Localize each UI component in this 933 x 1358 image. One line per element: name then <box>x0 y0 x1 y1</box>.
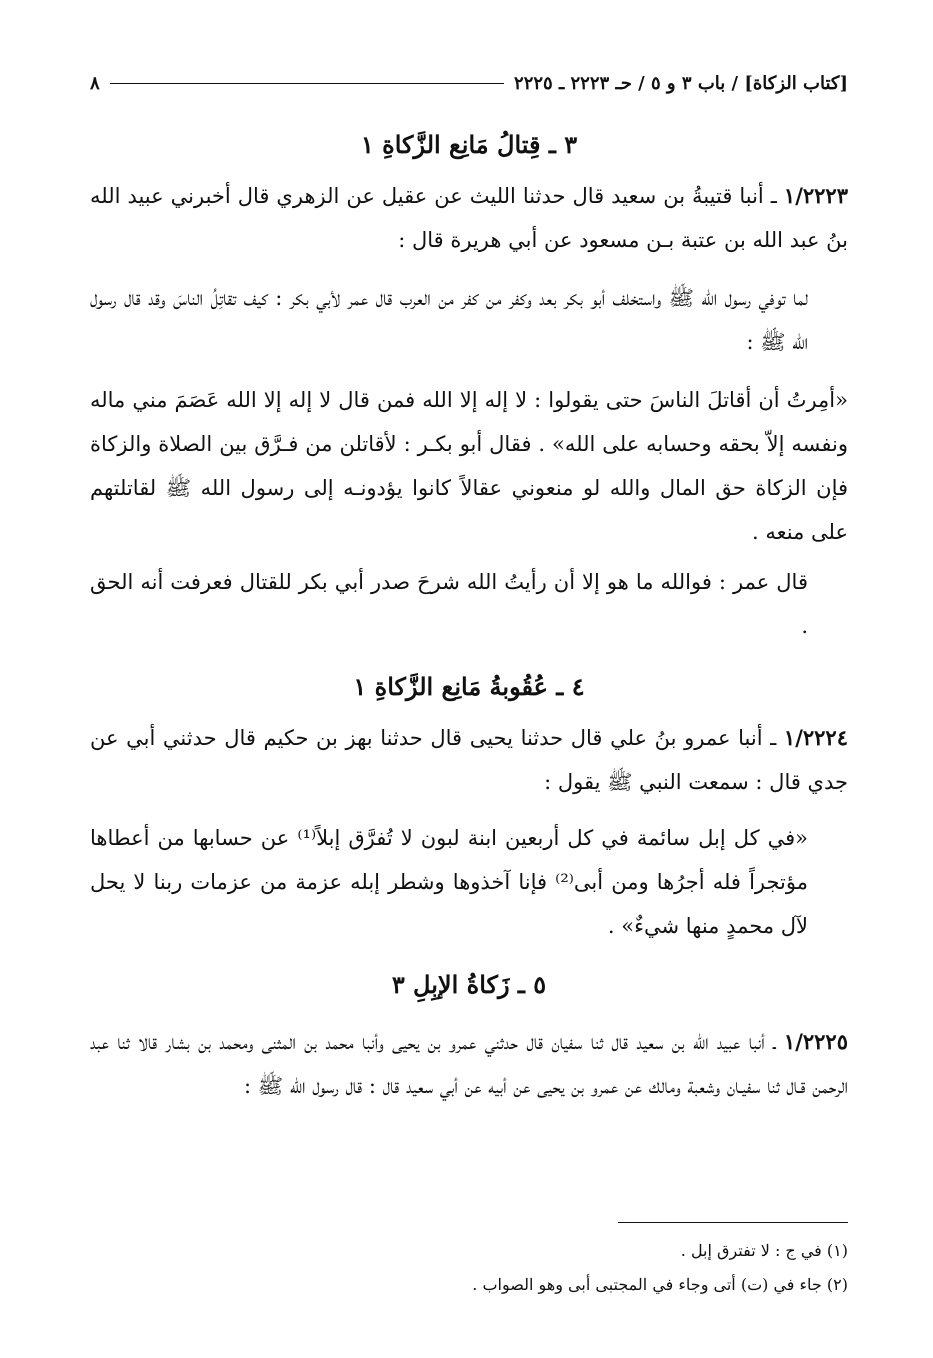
hadith-number: ١/٢٢٢٥ <box>783 1029 848 1054</box>
paragraph-text: لما توفي رسول الله ﷺ واستخلف أبو بكر بعد وكفر من كفر من العرب قال عمر لأبي بكر : كيف تقاتِلُ الناسَ وقد قال رسول الله ﷺ : <box>90 286 808 354</box>
quote-paragraph <box>90 816 848 948</box>
running-title: [كتاب الزكاة] / باب ٣ و ٥ / حـ ٢٢٢٣ ـ ٢٢٢٥ <box>514 72 848 94</box>
hadith-paragraph <box>90 716 848 804</box>
page-number: ٨ <box>90 72 100 94</box>
narrative-paragraph <box>90 560 848 648</box>
footnote-1: (١) في ج : لا تفترق إبل . <box>680 1241 848 1260</box>
quote-paragraph <box>90 378 848 554</box>
section-title-4: ٤ ـ عُقُوبةُ مَانِع الزَّكاةِ ١ <box>353 672 585 701</box>
book-page <box>90 60 848 1320</box>
hadith-isnad: ـ أنبا قتيبةُ بن سعيد قال حدثنا الليث عن عقيل عن الزهري قال أخبرني عبيد الله بنُ عبد الله بن عتبة بـن مسعود عن أبي هريرة قال : <box>90 184 848 252</box>
footnote-2: (٢) جاء في (ت) أتى وجاء في المجتبى أبى وهو الصواب . <box>472 1275 848 1294</box>
paragraph-text: «في كل إبل سائمة في كل أربعين ابنة لبون لا تُفرَّق إبلاً⁽¹⁾ عن حسابها من أعطاها مؤتجراً فله أجرُها ومن أبى⁽²⁾ فإنا آخذوها وشطر إبله عزمة من عزمات ربنا لا يحل لآل محمدٍ منها شيءٌ» . <box>90 826 809 938</box>
section-title-3: ٣ ـ قِتالُ مَانِع الزَّكاةِ ١ <box>360 130 578 159</box>
narrative-paragraph <box>90 276 848 364</box>
footnote-rule <box>618 1222 848 1223</box>
hadith-number: ١/٢٢٢٤ <box>783 725 848 750</box>
hadith-isnad: ـ أنبا عبيد الله بن سعيد قال ثنا سفيان قال حدثني عمرو بن يحيى وأنبا محمد بن المثنى ومحمد بن بشار قالا ثنا عبد الرحمن قـال ثنا سفيـان وشعبة ومالك عن عمرو بن يحيى عن أبيه عن أبي سعيد قال : قال رسول الله ﷺ : <box>90 1030 848 1098</box>
section-title-5: ٥ ـ زَكاةُ الإبِلِ ٣ <box>391 970 547 999</box>
hadith-number: ١/٢٢٢٣ <box>783 183 848 208</box>
paragraph-text: قال عمر : فوالله ما هو إلا أن رأيتُ الله شرحَ صدر أبي بكر للقتال فعرفت أنه الحق . <box>90 570 808 638</box>
hadith-paragraph <box>90 1020 848 1108</box>
hadith-paragraph <box>90 174 848 262</box>
header-rule <box>110 83 504 84</box>
paragraph-text: «أمِرتُ أن أقاتلَ الناسَ حتى يقولوا : لا إله إلا الله فمن قال لا إله إلا الله عَصَمَ مني ماله ونفسه إلاّ بحقه وحسابه على الله» . فقال أبو بكـر : لأقاتلن من فـرَّق بين الصلاة والزكاة فإن الزكاة حق المال والله لو منعوني عقالاً كانوا يؤدونـه إلى رسول الله ﷺ لقاتلتهم على منعه . <box>90 388 848 544</box>
running-header <box>90 68 848 98</box>
hadith-isnad: ـ أنبا عمرو بنُ علي قال حدثنا يحيى قال حدثنا بهز بن حكيم قال حدثني أبي عن جدي قال : سمعت النبي ﷺ يقول : <box>90 726 848 794</box>
